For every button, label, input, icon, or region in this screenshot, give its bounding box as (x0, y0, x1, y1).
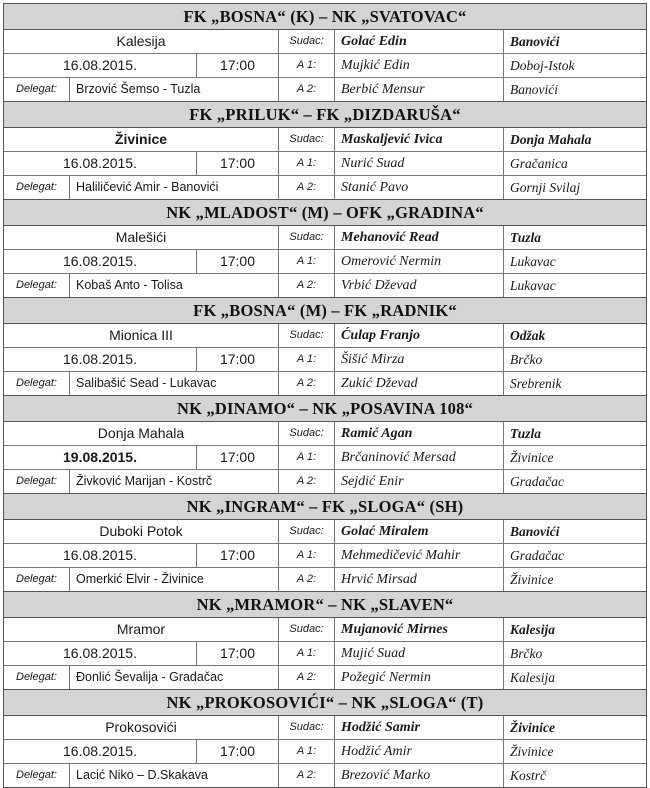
delegate-cell (4, 470, 279, 493)
match-title: NK „DINAMO“ – NK „POSAVINA 108“ (4, 396, 646, 422)
venue: Mionica III (4, 324, 279, 347)
delegate-name: Živković Marijan - Kostrč (76, 474, 213, 488)
a2-city: Kostrč (510, 768, 547, 783)
a1-name: Hodžić Amir (335, 740, 504, 763)
a2-label: A 2: (279, 274, 335, 297)
delegate-label: Delegat: (4, 78, 70, 101)
delegate-label: Delegat: (4, 274, 70, 297)
match-date: 16.08.2015. (4, 250, 197, 273)
match-date: 16.08.2015. (4, 544, 197, 567)
venue-row (4, 618, 646, 642)
venue: Mramor (4, 618, 279, 641)
venue: Duboki Potok (4, 520, 279, 543)
match-date: 16.08.2015. (4, 152, 197, 175)
a2-name: Hrvić Mirsad (335, 568, 504, 591)
delegate-row (4, 764, 646, 787)
a2-label: A 2: (279, 78, 335, 101)
a2-city: Lukavac (510, 278, 556, 293)
match-time: 17:00 (197, 152, 279, 175)
a1-city: Brčko (510, 646, 543, 661)
referee-label: Sudac: (279, 30, 335, 53)
a1-city: Lukavac (510, 254, 556, 269)
referee-city: Živinice (510, 720, 555, 735)
referee-name: Mehanović Read (335, 226, 504, 249)
a1-city: Doboj-Istok (510, 58, 575, 73)
delegate-name: Omerkić Elvir - Živinice (76, 572, 204, 586)
a1-label: A 1: (279, 54, 335, 77)
match-time: 17:00 (197, 348, 279, 371)
a2-label: A 2: (279, 568, 335, 591)
match-title: NK „INGRAM“ – FK „SLOGA“ (SH) (4, 494, 646, 520)
delegate-label: Delegat: (4, 176, 70, 199)
a1-name: Šišić Mirza (335, 348, 504, 371)
a1-city: Gračanica (510, 156, 568, 171)
match-block (3, 3, 647, 102)
venue-row (4, 324, 646, 348)
venue: Prokosovići (4, 716, 279, 739)
referee-label: Sudac: (279, 716, 335, 739)
a1-name: Mehmedičević Mahir (335, 544, 504, 567)
delegate-row (4, 274, 646, 297)
match-title: NK „PROKOSOVIĆI“ – NK „SLOGA“ (T) (4, 690, 646, 716)
a1-city: Živinice (510, 744, 554, 759)
date-row (4, 544, 646, 568)
a2-label: A 2: (279, 666, 335, 689)
a1-name: Omerović Nermin (335, 250, 504, 273)
delegate-label: Delegat: (4, 568, 70, 591)
referee-label: Sudac: (279, 226, 335, 249)
a1-label: A 1: (279, 446, 335, 469)
date-row (4, 642, 646, 666)
match-title: FK „BOSNA“ (K) – NK „SVATOVAC“ (4, 4, 646, 30)
match-block (3, 494, 647, 592)
match-block (3, 396, 647, 494)
match-date: 19.08.2015. (4, 446, 197, 469)
delegate-label: Delegat: (4, 470, 70, 493)
delegate-cell (4, 764, 279, 787)
referee-name: Ramić Agan (335, 422, 504, 445)
match-title: FK „BOSNA“ (M) – FK „RADNIK“ (4, 298, 646, 324)
match-schedule (3, 3, 647, 788)
referee-city: Banovići (510, 34, 560, 49)
referee-name: Hodžić Samir (335, 716, 504, 739)
venue: Donja Mahala (4, 422, 279, 445)
venue-row (4, 716, 646, 740)
a1-label: A 1: (279, 740, 335, 763)
venue: Kalesija (4, 30, 279, 53)
referee-city: Kalesija (510, 622, 556, 637)
a1-city: Gradačac (510, 548, 564, 563)
a2-city: Banovići (510, 82, 558, 97)
delegate-row (4, 78, 646, 101)
date-row (4, 348, 646, 372)
delegate-name: Đonlić Ševalija - Gradačac (76, 670, 224, 684)
date-row (4, 152, 646, 176)
a2-label: A 2: (279, 470, 335, 493)
delegate-label: Delegat: (4, 666, 70, 689)
delegate-cell (4, 78, 279, 101)
a2-city: Živinice (510, 572, 554, 587)
a1-label: A 1: (279, 250, 335, 273)
a2-name: Sejdić Enir (335, 470, 504, 493)
venue-row (4, 520, 646, 544)
delegate-cell (4, 372, 279, 395)
match-title: NK „MLADOST“ (M) – OFK „GRADINA“ (4, 200, 646, 226)
match-block (3, 592, 647, 690)
venue-row (4, 422, 646, 446)
referee-name: Mujanović Mirnes (335, 618, 504, 641)
a2-name: Vrbić Dževad (335, 274, 504, 297)
venue-row (4, 226, 646, 250)
match-time: 17:00 (197, 740, 279, 763)
referee-label: Sudac: (279, 422, 335, 445)
delegate-name: Salibašić Sead - Lukavac (76, 376, 217, 390)
venue: Živinice (4, 128, 279, 151)
a1-city: Brčko (510, 352, 543, 367)
referee-name: Golać Miralem (335, 520, 504, 543)
a2-label: A 2: (279, 176, 335, 199)
a2-name: Berbić Mensur (335, 78, 504, 101)
match-title: FK „PRILUK“ – FK „DIZDARUŠA“ (4, 102, 646, 128)
match-date: 16.08.2015. (4, 740, 197, 763)
date-row (4, 54, 646, 78)
match-block (3, 690, 647, 788)
venue-row (4, 128, 646, 152)
a1-label: A 1: (279, 642, 335, 665)
referee-city: Donja Mahala (510, 132, 592, 147)
a1-name: Nurić Suad (335, 152, 504, 175)
a2-name: Brezović Marko (335, 764, 504, 787)
delegate-name: Lacić Niko – D.Skakava (76, 768, 209, 782)
a2-name: Zukić Dževad (335, 372, 504, 395)
match-block (3, 102, 647, 200)
a2-label: A 2: (279, 764, 335, 787)
delegate-name: Brzović Šemso - Tuzla (76, 82, 201, 96)
date-row (4, 250, 646, 274)
delegate-label: Delegat: (4, 764, 70, 787)
delegate-cell (4, 176, 279, 199)
a2-city: Gradačac (510, 474, 564, 489)
delegate-row (4, 470, 646, 493)
referee-label: Sudac: (279, 520, 335, 543)
referee-name: Ćulap Franjo (335, 324, 504, 347)
date-row (4, 446, 646, 470)
referee-city: Odžak (510, 328, 546, 343)
a1-name: Mujkić Edin (335, 54, 504, 77)
referee-city: Tuzla (510, 426, 542, 441)
a1-name: Mujić Suad (335, 642, 504, 665)
a2-city: Gornji Svilaj (510, 180, 581, 195)
match-block (3, 298, 647, 396)
match-time: 17:00 (197, 642, 279, 665)
a1-label: A 1: (279, 152, 335, 175)
a2-name: Stanić Pavo (335, 176, 504, 199)
delegate-row (4, 568, 646, 591)
a2-name: Požegić Nermin (335, 666, 504, 689)
match-block (3, 200, 647, 298)
a1-label: A 1: (279, 348, 335, 371)
a1-city: Živinice (510, 450, 554, 465)
delegate-name: Haliličević Amir - Banovići (76, 180, 219, 194)
a1-name: Brčaninović Mersad (335, 446, 504, 469)
delegate-cell (4, 666, 279, 689)
referee-name: Maskaljević Ivica (335, 128, 504, 151)
delegate-row (4, 176, 646, 199)
referee-label: Sudac: (279, 324, 335, 347)
delegate-row (4, 372, 646, 395)
match-date: 16.08.2015. (4, 54, 197, 77)
match-time: 17:00 (197, 446, 279, 469)
match-time: 17:00 (197, 54, 279, 77)
referee-city: Tuzla (510, 230, 542, 245)
referee-label: Sudac: (279, 618, 335, 641)
delegate-cell (4, 274, 279, 297)
a2-city: Srebrenik (510, 376, 562, 391)
delegate-name: Kobaš Anto - Tolisa (76, 278, 183, 292)
delegate-row (4, 666, 646, 689)
a1-label: A 1: (279, 544, 335, 567)
match-date: 16.08.2015. (4, 348, 197, 371)
date-row (4, 740, 646, 764)
referee-city: Banovići (510, 524, 560, 539)
venue: Malešići (4, 226, 279, 249)
match-time: 17:00 (197, 250, 279, 273)
referee-label: Sudac: (279, 128, 335, 151)
match-date: 16.08.2015. (4, 642, 197, 665)
delegate-cell (4, 568, 279, 591)
referee-name: Golać Edin (335, 30, 504, 53)
delegate-label: Delegat: (4, 372, 70, 395)
match-time: 17:00 (197, 544, 279, 567)
match-title: NK „MRAMOR“ – NK „SLAVEN“ (4, 592, 646, 618)
a2-label: A 2: (279, 372, 335, 395)
venue-row (4, 30, 646, 54)
a2-city: Kalesija (510, 670, 556, 685)
